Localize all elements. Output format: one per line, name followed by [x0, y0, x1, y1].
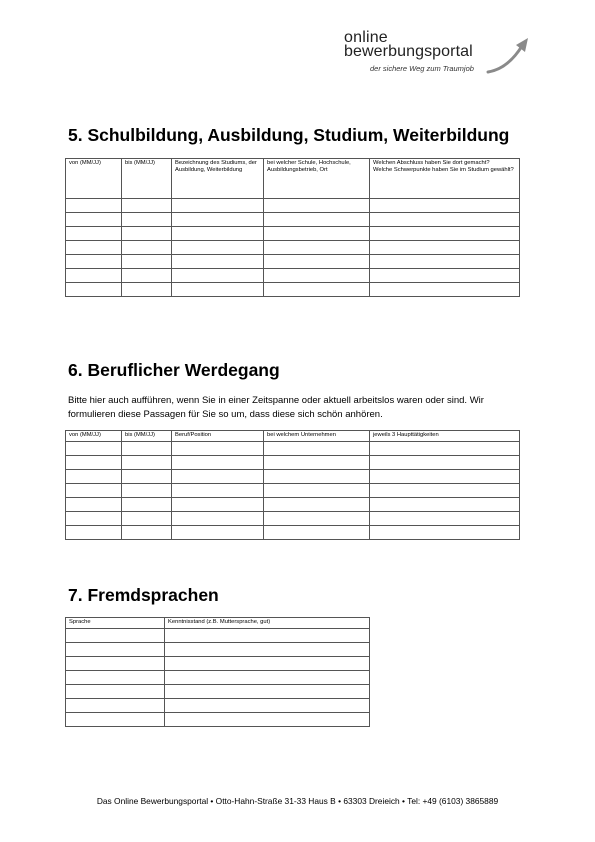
- table-cell[interactable]: [66, 199, 122, 213]
- table-cell[interactable]: [370, 470, 520, 484]
- table-row: [66, 526, 520, 540]
- table-cell[interactable]: [122, 456, 172, 470]
- table-cell[interactable]: [264, 269, 370, 283]
- table-row: [66, 241, 520, 255]
- table-row: [66, 484, 520, 498]
- table-cell[interactable]: [370, 255, 520, 269]
- table-cell[interactable]: [172, 498, 264, 512]
- table-cell[interactable]: [172, 269, 264, 283]
- table-cell[interactable]: [172, 213, 264, 227]
- table-cell[interactable]: [370, 241, 520, 255]
- table-cell[interactable]: [172, 199, 264, 213]
- table-cell[interactable]: [264, 241, 370, 255]
- header-von: von (MM/JJ): [66, 159, 122, 199]
- table-cell[interactable]: [172, 456, 264, 470]
- table-cell[interactable]: [370, 227, 520, 241]
- header-schule: bei welcher Schule, Hochschule, Ausbildungsbetrieb, Ort: [264, 159, 370, 199]
- header-bezeichnung: Bezeichnung des Studiums, der Ausbildung, Weiterbildung: [172, 159, 264, 199]
- table-row: [66, 699, 370, 713]
- table-cell[interactable]: [66, 442, 122, 456]
- career-table: [65, 430, 520, 540]
- table-cell[interactable]: [122, 227, 172, 241]
- table-cell[interactable]: [66, 713, 165, 727]
- table-cell[interactable]: [66, 498, 122, 512]
- table-cell[interactable]: [172, 283, 264, 297]
- table-cell[interactable]: [66, 643, 165, 657]
- table-cell[interactable]: [264, 199, 370, 213]
- table-cell[interactable]: [264, 470, 370, 484]
- table-cell[interactable]: [264, 456, 370, 470]
- table-cell[interactable]: [66, 456, 122, 470]
- logo-tagline: der sichere Weg zum Traumjob: [370, 64, 474, 73]
- table-row: [66, 512, 520, 526]
- table-header-row: [66, 159, 520, 199]
- table-row: [66, 442, 520, 456]
- table-cell[interactable]: [122, 498, 172, 512]
- table-cell[interactable]: [264, 213, 370, 227]
- header-bis: bis (MM/JJ): [122, 431, 172, 442]
- table-cell[interactable]: [66, 512, 122, 526]
- table-row: [66, 456, 520, 470]
- table-row: [66, 629, 370, 643]
- table-cell[interactable]: [264, 227, 370, 241]
- section-7-title: 7. Fremdsprachen: [68, 585, 219, 605]
- section-6-intro: Bitte hier auch aufführen, wenn Sie in einer Zeitspanne oder aktuell arbeitslos waren oder sind. Wir formulieren diese Passagen für Sie so um, dass diese sich schön anhören.: [68, 395, 484, 420]
- table-cell[interactable]: [370, 213, 520, 227]
- table-cell[interactable]: [66, 657, 165, 671]
- table-cell[interactable]: [66, 526, 122, 540]
- table-row: [66, 643, 370, 657]
- section-5-title: 5. Schulbildung, Ausbildung, Studium, Weiterbildung: [68, 125, 510, 145]
- table-cell[interactable]: [172, 526, 264, 540]
- table-cell[interactable]: [165, 629, 370, 643]
- table-cell[interactable]: [165, 699, 370, 713]
- table-cell[interactable]: [122, 269, 172, 283]
- table-cell[interactable]: [122, 512, 172, 526]
- table-cell[interactable]: [264, 484, 370, 498]
- table-cell[interactable]: [172, 512, 264, 526]
- table-row: [66, 199, 520, 213]
- swoosh-arrow-icon: [486, 36, 530, 76]
- table-cell[interactable]: [370, 283, 520, 297]
- table-cell[interactable]: [66, 671, 165, 685]
- table-cell[interactable]: [370, 498, 520, 512]
- table-cell[interactable]: [66, 685, 165, 699]
- table-row: [66, 671, 370, 685]
- table-cell[interactable]: [370, 456, 520, 470]
- table-row: [66, 657, 370, 671]
- logo: [344, 30, 534, 82]
- table-cell[interactable]: [264, 255, 370, 269]
- table-row: [66, 213, 520, 227]
- table-cell[interactable]: [122, 484, 172, 498]
- table-row: [66, 255, 520, 269]
- education-table: [65, 158, 520, 297]
- footer-address: Das Online Bewerbungsportal • Otto-Hahn-Straße 31-33 Haus B • 63303 Dreieich • Tel: +49 (6103) 3865889: [96, 796, 499, 806]
- header-unternehmen: bei welchem Unternehmen: [264, 431, 370, 442]
- header-kenntnisstand: Kenntnisstand (z.B. Muttersprache, gut): [165, 618, 370, 629]
- table-cell[interactable]: [172, 470, 264, 484]
- table-cell[interactable]: [172, 442, 264, 456]
- table-cell[interactable]: [122, 442, 172, 456]
- table-cell[interactable]: [122, 199, 172, 213]
- header-beruf: Beruf/Position: [172, 431, 264, 442]
- table-cell[interactable]: [264, 283, 370, 297]
- table-cell[interactable]: [165, 671, 370, 685]
- table-cell[interactable]: [66, 484, 122, 498]
- table-header-row: [66, 618, 370, 629]
- header-von: von (MM/JJ): [66, 431, 122, 442]
- table-cell[interactable]: [370, 484, 520, 498]
- section-6-title: 6. Beruflicher Werdegang: [68, 360, 280, 380]
- table-cell[interactable]: [122, 526, 172, 540]
- header-taetigkeiten: jeweils 3 Haupttätigkeiten: [370, 431, 520, 442]
- languages-table: [65, 617, 370, 727]
- table-cell[interactable]: [264, 526, 370, 540]
- table-row: [66, 283, 520, 297]
- table-cell[interactable]: [66, 255, 122, 269]
- table-cell[interactable]: [172, 227, 264, 241]
- table-cell[interactable]: [165, 643, 370, 657]
- table-cell[interactable]: [264, 498, 370, 512]
- table-cell[interactable]: [66, 283, 122, 297]
- header-bis: bis (MM/JJ): [122, 159, 172, 199]
- logo-line1: online: [344, 29, 388, 46]
- table-cell[interactable]: [370, 512, 520, 526]
- table-cell[interactable]: [165, 657, 370, 671]
- table-header-row: [66, 431, 520, 442]
- logo-line2: bewerbungsportal: [344, 43, 473, 60]
- table-cell[interactable]: [122, 213, 172, 227]
- table-cell[interactable]: [66, 241, 122, 255]
- table-cell[interactable]: [172, 255, 264, 269]
- table-cell[interactable]: [66, 213, 122, 227]
- table-cell[interactable]: [66, 227, 122, 241]
- header-abschluss: Welchen Abschluss haben Sie dort gemacht? Welche Schwerpunkte haben Sie im Studium gewählt?: [370, 159, 520, 199]
- table-row: [66, 498, 520, 512]
- table-row: [66, 713, 370, 727]
- table-cell[interactable]: [370, 199, 520, 213]
- table-cell[interactable]: [370, 526, 520, 540]
- table-cell[interactable]: [66, 629, 165, 643]
- table-row: [66, 685, 370, 699]
- table-cell[interactable]: [122, 283, 172, 297]
- table-row: [66, 269, 520, 283]
- table-cell[interactable]: [264, 442, 370, 456]
- table-cell[interactable]: [66, 269, 122, 283]
- table-row: [66, 227, 520, 241]
- table-cell[interactable]: [122, 255, 172, 269]
- table-cell[interactable]: [370, 442, 520, 456]
- header-sprache: Sprache: [66, 618, 165, 629]
- table-cell[interactable]: [66, 699, 165, 713]
- table-cell[interactable]: [370, 269, 520, 283]
- table-cell[interactable]: [122, 470, 172, 484]
- table-cell[interactable]: [122, 241, 172, 255]
- table-row: [66, 470, 520, 484]
- table-cell[interactable]: [172, 484, 264, 498]
- table-cell[interactable]: [66, 470, 122, 484]
- table-cell[interactable]: [165, 685, 370, 699]
- table-cell[interactable]: [172, 241, 264, 255]
- table-cell[interactable]: [264, 512, 370, 526]
- table-cell[interactable]: [165, 713, 370, 727]
